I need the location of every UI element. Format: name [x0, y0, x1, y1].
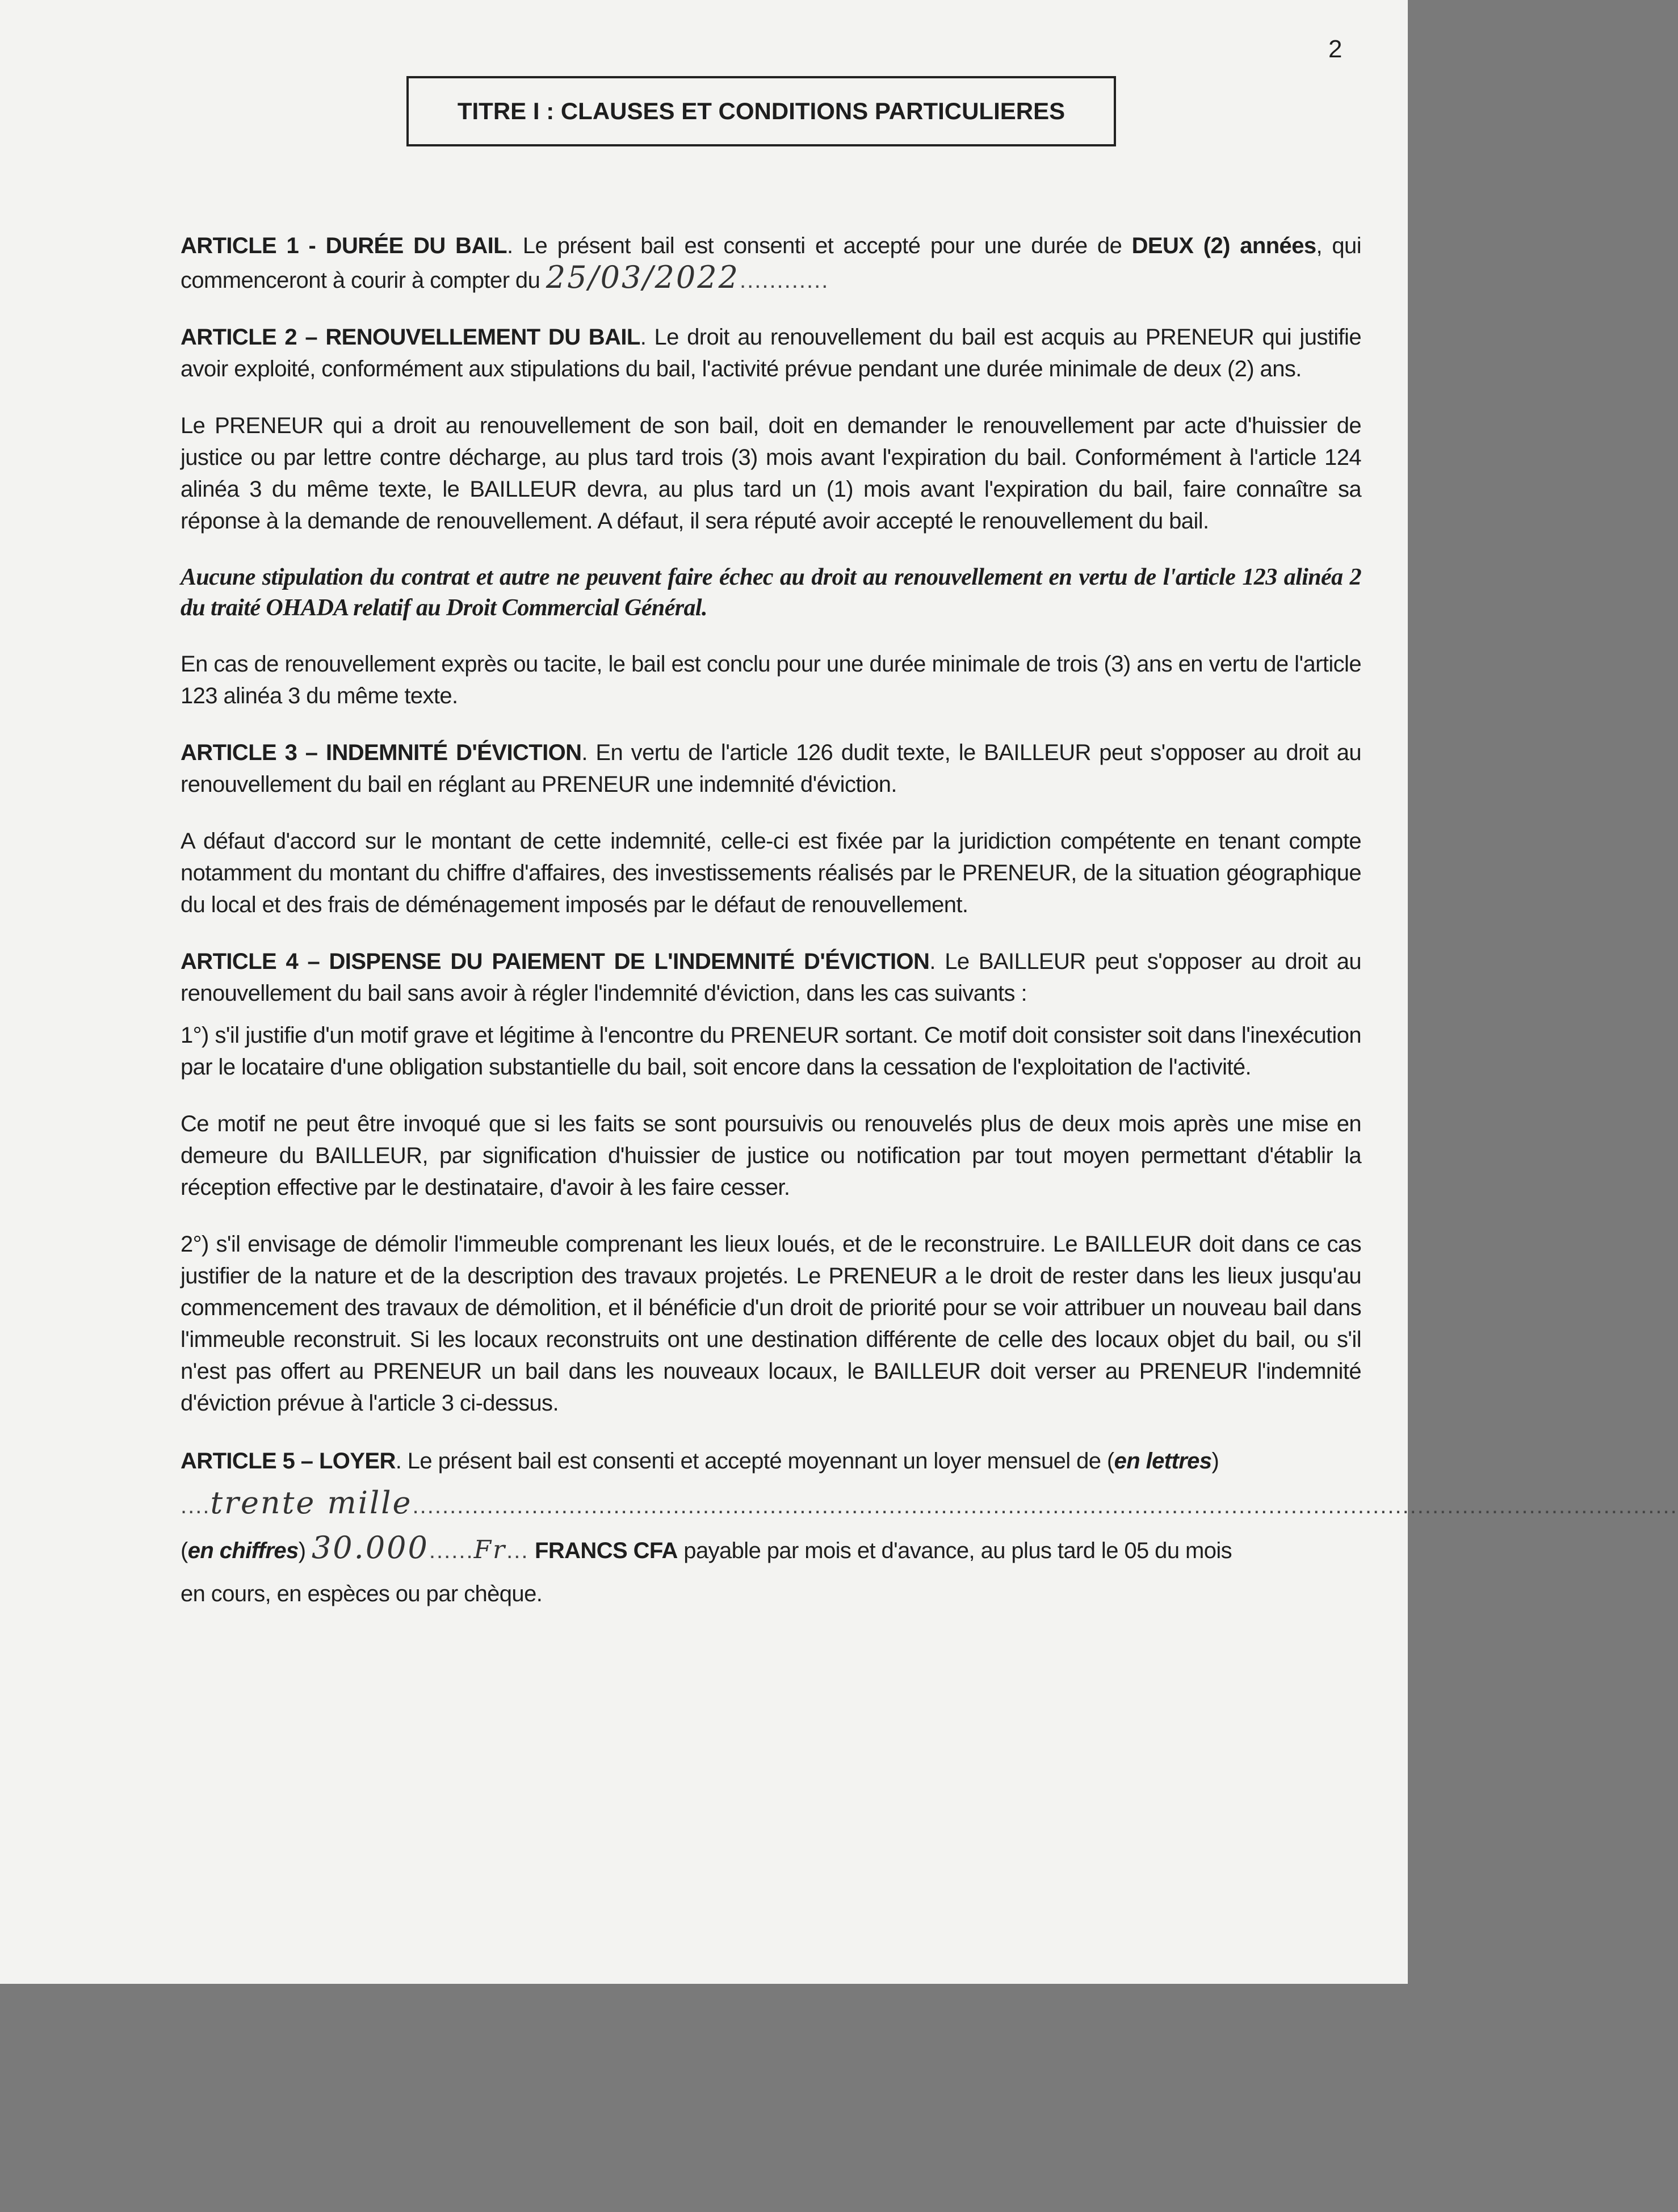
- article-2-text: . Le droit au renouvellement du bail est acquis au PRENEUR qui justifie avoir exploité, conformément aux stipulations du bail, l'activité prévue pendant une durée minimale de deux (2) ans.: [181, 325, 1361, 381]
- article-4-case-1: 1°) s'il justifie d'un motif grave et légitime à l'encontre du PRENEUR sortant. Ce motif doit consister soit dans l'inexécution par le locataire d'une obligation substantielle du bail, soit encore dans la cessation de l'exploitation de l'activité.: [181, 1023, 1361, 1080]
- article-1-text: . Le présent bail est consenti et accepté pour une durée de: [506, 233, 1132, 258]
- article-2: [181, 321, 1361, 385]
- article-4: [181, 946, 1361, 1009]
- page-number: 2: [1328, 35, 1343, 63]
- currency-handwritten: Fr: [473, 1535, 507, 1564]
- article-1-duration: DEUX (2) années: [1131, 233, 1316, 258]
- article-3: [181, 737, 1361, 800]
- article-4-heading: ARTICLE 4 – DISPENSE DU PAIEMENT DE L'INDEMNITÉ D'ÉVICTION: [181, 949, 930, 974]
- article-2-heading: ARTICLE 2 – RENOUVELLEMENT DU BAIL: [181, 325, 640, 350]
- paren: ): [1211, 1449, 1219, 1474]
- en-lettres-label: en lettres: [1114, 1449, 1212, 1474]
- article-3-para-2: A défaut d'accord sur le montant de cette indemnité, celle-ci est fixée par la juridiction compétente en tenant compte notamment du montant du chiffre d'affaires, des investissements réalisés par le PRENEUR, de la situation géographique du local et des frais de déménagement imposés par le défaut de renouvellement.: [181, 829, 1361, 917]
- amount-words-handwritten: trente mille: [210, 1485, 413, 1521]
- article-5-heading: ARTICLE 5 – LOYER: [181, 1449, 396, 1474]
- article-2-italic-clause: Aucune stipulation du contrat et autre ne peuvent faire échec au droit au renouvellement en vertu de l'article 123 alinéa 2 du traité OHADA relatif au Droit Commercial Général.: [181, 564, 1361, 621]
- article-3-text: . En vertu de l'article 126 dudit texte, le BAILLEUR peut s'opposer au droit au renouvellement du bail en réglant au PRENEUR une indemnité d'éviction.: [181, 740, 1362, 797]
- article-1: [181, 230, 1361, 296]
- article-4-case-2: 2°) s'il envisage de démolir l'immeuble comprenant les lieux loués, et de le reconstruire. Le BAILLEUR doit dans ce cas justifier de la nature et de la description des travaux projetés. Le PRENEUR a le droit de rester dans les lieux jusqu'au commencement des travaux de démolition, et il bénéficie d'un droit de priorité pour se voir attribuer un nouveau bail dans l'immeuble reconstruit. Si les locaux reconstruits ont une destination différente de celle des locaux objet du bail, ou s'il n'est pas offert au PRENEUR un bail dans les nouveaux locaux, le BAILLEUR doit verser au PRENEUR l'indemnité d'éviction prévue à l'article 3 ci-dessus.: [181, 1232, 1361, 1416]
- article-2-para-2: Le PRENEUR qui a droit au renouvellement de son bail, doit en demander le renouvellement par acte d'huissier de justice ou par lettre contre décharge, au plus tard trois (3) mois avant l'expiration du bail. Conformément à l'article 124 alinéa 3 du même texte, le BAILLEUR devra, au plus tard un (1) mois avant l'expiration du bail, faire connaître sa réponse à la demande de renouvellement. A défaut, il sera réputé avoir accepté le renouvellement du bail.: [181, 413, 1361, 534]
- document-body: [181, 230, 1678, 1620]
- en-chiffres-label: en chiffres: [187, 1538, 299, 1563]
- article-3-heading: ARTICLE 3 – INDEMNITÉ D'ÉVICTION: [181, 740, 582, 765]
- article-5-line-1: [181, 1444, 1361, 1478]
- article-4-motif: Ce motif ne peut être invoqué que si les faits se sont poursuivis ou renouvelés plus de deux mois après une mise en demeure du BAILLEUR, par signification d'huissier de justice ou notification par tout moyen permettant d'établir la réception effective par le destinataire, d'avoir à les faire cesser.: [181, 1111, 1361, 1200]
- dots: ............: [739, 268, 829, 293]
- dots: ..........................................................................................................................................................................: [412, 1493, 1678, 1518]
- payment-text: payable par mois et d'avance, au plus tard le 05 du mois: [677, 1538, 1232, 1563]
- article-1-text-b: , qui commenceront à courir à compter du: [181, 233, 1361, 293]
- article-5-text: . Le présent bail est consenti et accepté moyennant un loyer mensuel de (: [395, 1449, 1114, 1474]
- currency: FRANCS CFA: [535, 1538, 678, 1563]
- section-title: TITRE I : CLAUSES ET CONDITIONS PARTICULIERES: [406, 76, 1116, 146]
- article-4-text: . Le BAILLEUR peut s'opposer au droit au renouvellement du bail sans avoir à régler l'indemnité d'éviction, dans les cas suivants :: [181, 949, 1361, 1006]
- amount-figures-handwritten: 30.000: [311, 1530, 429, 1565]
- article-5-line-3: (en chiffres) 30.000......Fr... FRANCS CFA payable par mois et d'avance, au plus tard le 05 du mois: [181, 1530, 1232, 1565]
- article-2-para-4: En cas de renouvellement exprès ou tacite, le bail est conclu pour une durée minimale de trois (3) ans en vertu de l'article 123 alinéa 3 du même texte.: [181, 652, 1361, 708]
- article-1-heading: ARTICLE 1 - DURÉE DU BAIL: [181, 233, 507, 258]
- start-date-handwritten: 25/03/2022: [546, 259, 740, 295]
- article-5-line-2: ....trente mille..........................................................................................................................................................................: [181, 1485, 1678, 1521]
- article-5-line-4: en cours, en espèces ou par chèque.: [181, 1581, 543, 1606]
- dots: ......: [429, 1538, 474, 1563]
